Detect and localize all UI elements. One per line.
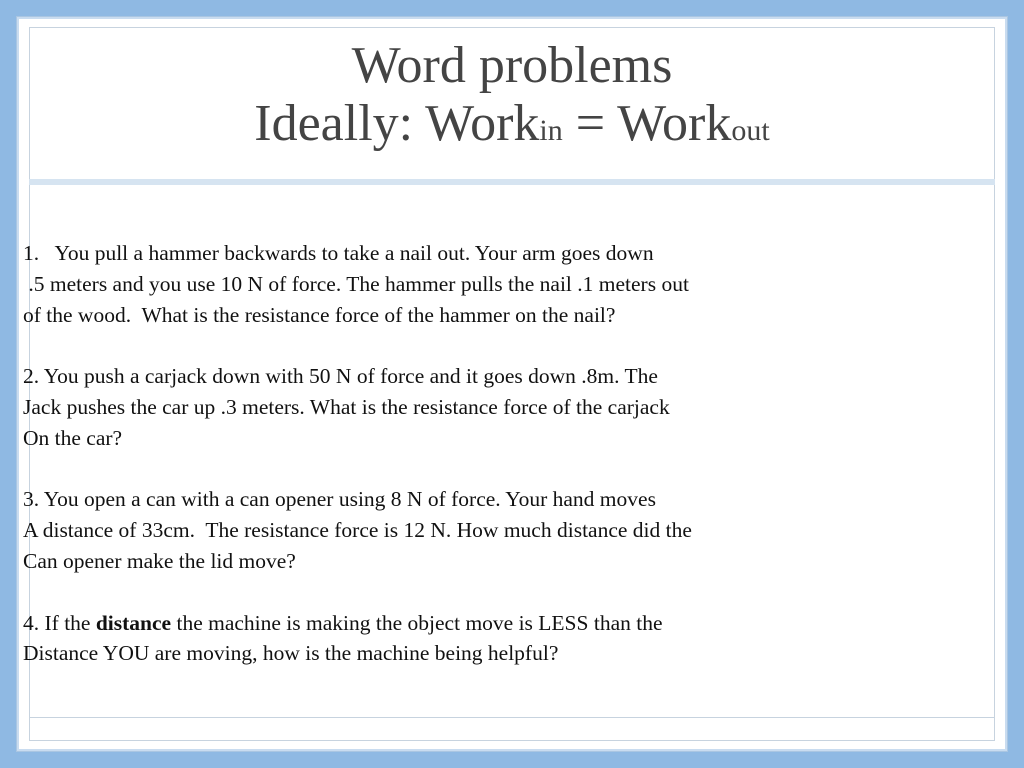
- title-line-2: [29, 95, 995, 160]
- title-divider: [29, 179, 995, 185]
- problem-1-line-1: 1. You pull a hammer backwards to take a nail out. Your arm goes down: [23, 241, 654, 265]
- paragraph-gap: [23, 577, 883, 608]
- title-line-1: Word problems: [351, 37, 673, 94]
- problem-1-line-2: .5 meters and you use 10 N of force. The hammer pulls the nail .1 meters out: [23, 271, 689, 296]
- problem-3: [23, 484, 883, 576]
- title-subscript-in: in: [539, 114, 563, 147]
- problem-1: [23, 238, 883, 330]
- problem-4-line-2: Distance YOU are moving, how is the machine being helpful?: [23, 641, 559, 666]
- problem-3-line-2: A distance of 33cm. The resistance force is 12 N. How much distance did the: [23, 518, 692, 543]
- title-prefix: Ideally: Work: [254, 95, 540, 152]
- title-equals: = Work: [562, 95, 732, 152]
- problem-3-line-1: 3. You open a can with a can opener using 8 N of force. Your hand moves: [23, 487, 656, 512]
- problem-2: [23, 361, 883, 453]
- problem-1-line-3: of the wood. What is the resistance force of the hammer on the nail?: [23, 302, 616, 327]
- title-subscript-out: out: [731, 114, 770, 147]
- paragraph-gap: [23, 454, 883, 485]
- problem-2-line-1: 2. You push a carjack down with 50 N of force and it goes down .8m. The: [23, 364, 658, 389]
- problem-3-line-3: Can opener make the lid move?: [23, 548, 296, 573]
- footer-divider: [29, 717, 995, 718]
- problem-2-line-3: On the car?: [23, 425, 123, 450]
- problem-4-bold-distance: distance: [95, 610, 172, 635]
- paragraph-gap: [23, 330, 883, 361]
- problem-4-line-1-pre: 4. If the: [23, 610, 96, 635]
- slide-title: [29, 37, 995, 160]
- problem-4-line-1: [23, 608, 883, 639]
- problem-2-line-2: Jack pushes the car up .3 meters. What is the resistance force of the carjack: [23, 394, 670, 419]
- problem-4: [23, 608, 883, 670]
- slide-body: [23, 238, 883, 669]
- problem-4-line-1-post: the machine is making the object move is LESS than the: [171, 610, 663, 635]
